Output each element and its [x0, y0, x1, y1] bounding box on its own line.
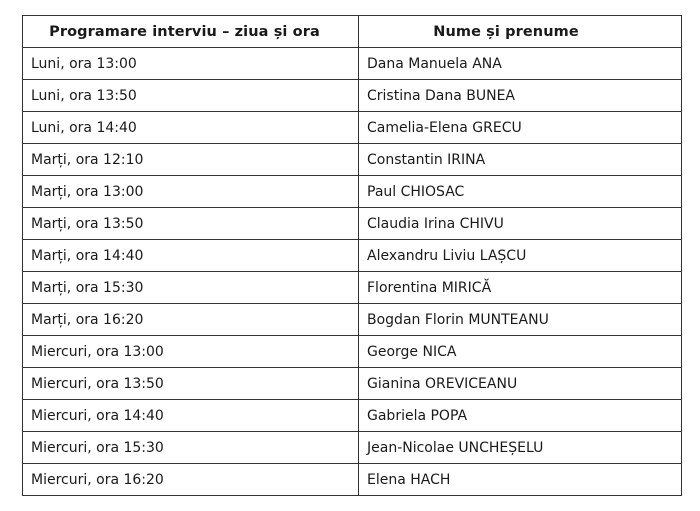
cell-name: Jean-Nicolae UNCHEȘELU	[359, 432, 682, 464]
table-row	[23, 240, 682, 272]
cell-name: Constantin IRINA	[359, 144, 682, 176]
cell-time: Luni, ora 13:00	[23, 48, 359, 80]
header-row	[23, 16, 682, 48]
cell-time: Marți, ora 16:20	[23, 304, 359, 336]
cell-time: Marți, ora 13:00	[23, 176, 359, 208]
cell-time: Miercuri, ora 13:00	[23, 336, 359, 368]
cell-time: Marți, ora 13:50	[23, 208, 359, 240]
cell-name: Florentina MIRICĂ	[359, 272, 682, 304]
cell-time: Miercuri, ora 16:20	[23, 464, 359, 496]
header-name-label: Nume și prenume	[433, 23, 579, 40]
cell-name: Gabriela POPA	[359, 400, 682, 432]
table-row	[23, 272, 682, 304]
cell-name: Camelia-Elena GRECU	[359, 112, 682, 144]
cell-time: Marți, ora 12:10	[23, 144, 359, 176]
cell-name: Cristina Dana BUNEA	[359, 80, 682, 112]
table-row	[23, 208, 682, 240]
table-row	[23, 176, 682, 208]
interview-schedule-table	[22, 15, 682, 496]
cell-time: Luni, ora 14:40	[23, 112, 359, 144]
cell-name: Gianina OREVICEANU	[359, 368, 682, 400]
table-row	[23, 144, 682, 176]
table-row	[23, 464, 682, 496]
cell-name: Alexandru Liviu LAȘCU	[359, 240, 682, 272]
header-name	[359, 16, 682, 48]
cell-name: Dana Manuela ANA	[359, 48, 682, 80]
table-row	[23, 304, 682, 336]
table-row	[23, 80, 682, 112]
cell-name: Claudia Irina CHIVU	[359, 208, 682, 240]
table-row	[23, 432, 682, 464]
table-row	[23, 112, 682, 144]
table-row	[23, 400, 682, 432]
cell-name: Bogdan Florin MUNTEANU	[359, 304, 682, 336]
cell-time: Miercuri, ora 14:40	[23, 400, 359, 432]
cell-name: Elena HACH	[359, 464, 682, 496]
cell-name: George NICA	[359, 336, 682, 368]
cell-time: Marți, ora 14:40	[23, 240, 359, 272]
cell-time: Luni, ora 13:50	[23, 80, 359, 112]
cell-time: Miercuri, ora 13:50	[23, 368, 359, 400]
table-row	[23, 48, 682, 80]
cell-time: Miercuri, ora 15:30	[23, 432, 359, 464]
table-row	[23, 368, 682, 400]
header-time	[23, 16, 359, 48]
cell-name: Paul CHIOSAC	[359, 176, 682, 208]
header-time-label: Programare interviu – ziua și ora	[49, 23, 320, 40]
table-row	[23, 336, 682, 368]
cell-time: Marți, ora 15:30	[23, 272, 359, 304]
